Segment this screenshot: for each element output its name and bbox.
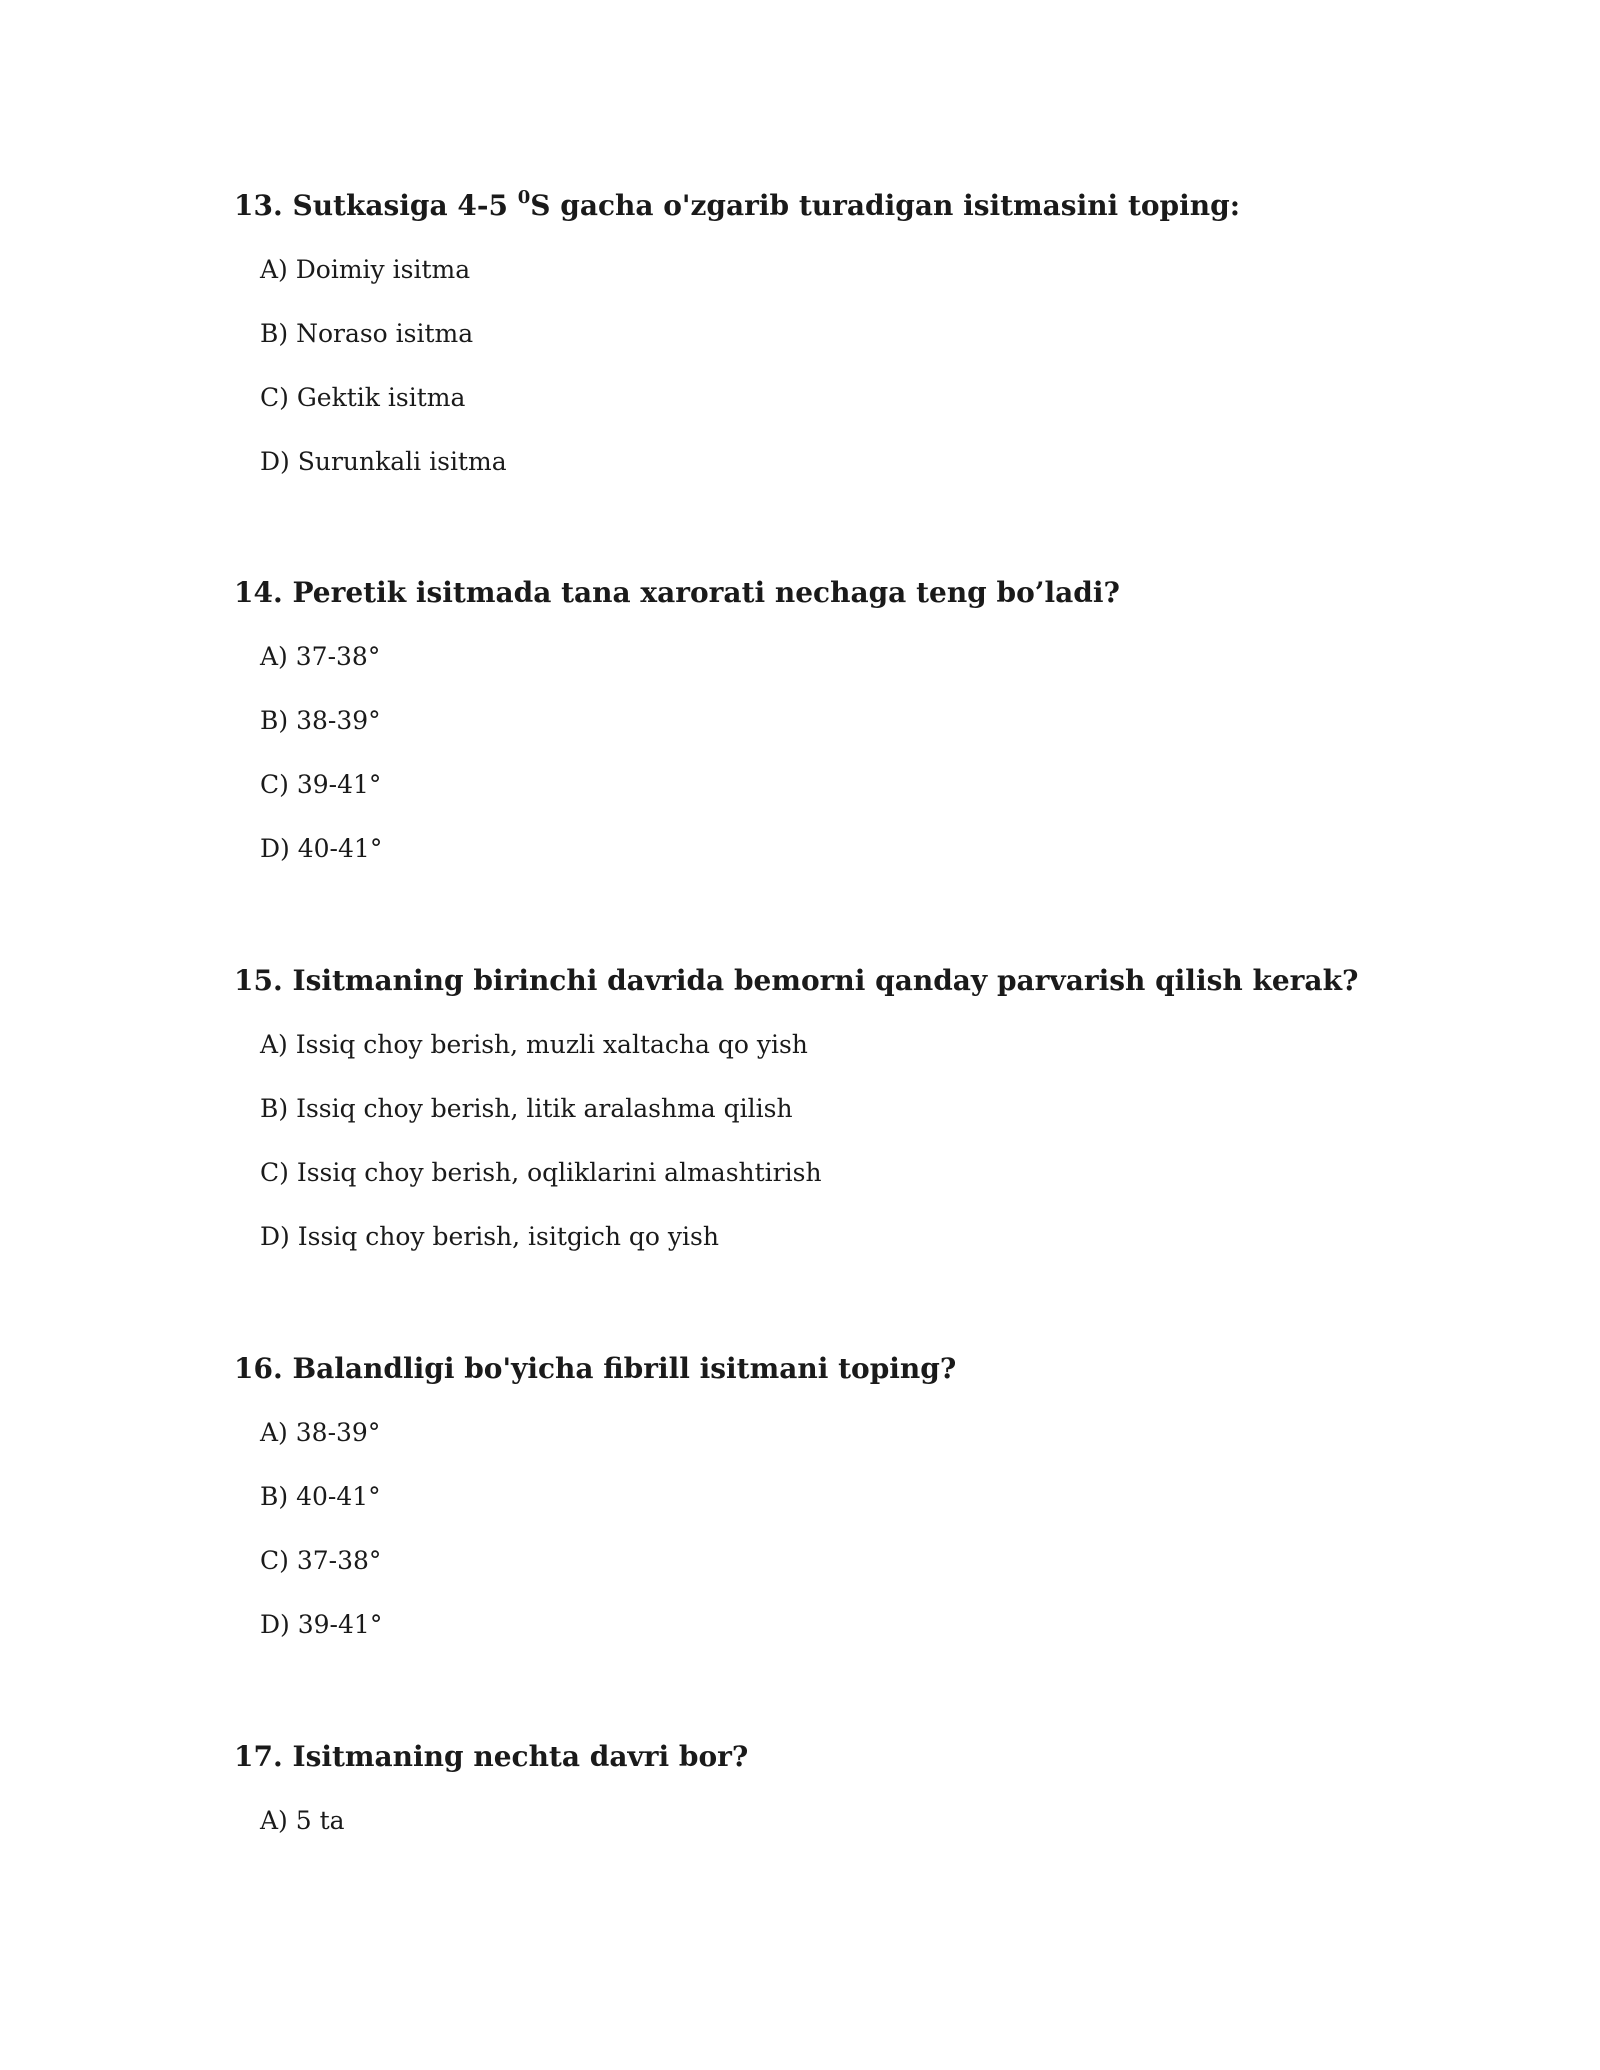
question-title bbox=[234, 574, 1434, 612]
question-number: 16. bbox=[234, 1352, 283, 1385]
question-text: Balandligi bo'yicha fibrill isitmani toping? bbox=[292, 1352, 957, 1385]
answer-options bbox=[234, 1804, 1434, 1838]
answer-option-b: B) 40-41° bbox=[260, 1482, 381, 1511]
question-title bbox=[234, 187, 1434, 225]
answer-option-c: C) 39-41° bbox=[260, 770, 382, 799]
question-text: Isitmaning birinchi davrida bemorni qanday parvarish qilish kerak? bbox=[292, 964, 1359, 997]
answer-option-a: A) 37-38° bbox=[260, 642, 381, 671]
question-17 bbox=[234, 1738, 1434, 1838]
answer-option-b: B) Issiq choy berish, litik aralashma qilish bbox=[260, 1094, 793, 1123]
answer-option-c: C) 37-38° bbox=[260, 1546, 382, 1575]
answer-option-c: C) Issiq choy berish, oqliklarini almashtirish bbox=[260, 1158, 822, 1187]
answer-option-a: A) Issiq choy berish, muzli xaltacha qo yish bbox=[260, 1030, 808, 1059]
question-text-end: S gacha o'zgarib turadigan isitmasini toping: bbox=[530, 189, 1241, 222]
answer-options bbox=[234, 253, 1434, 479]
question-number: 14. bbox=[234, 576, 283, 609]
question-number: 17. bbox=[234, 1740, 283, 1773]
answer-option-d: D) 39-41° bbox=[260, 1610, 383, 1639]
answer-option-d: D) Surunkali isitma bbox=[260, 447, 507, 476]
question-number: 15. bbox=[234, 964, 283, 997]
question-title bbox=[234, 1738, 1434, 1776]
answer-option-d: D) Issiq choy berish, isitgich qo yish bbox=[260, 1222, 719, 1251]
question-13 bbox=[234, 187, 1434, 479]
question-text-start: Sutkasiga 4-5 bbox=[292, 189, 518, 222]
degree-superscript: 0 bbox=[517, 187, 531, 208]
answer-option-a: A) 5 ta bbox=[260, 1806, 345, 1835]
answer-options bbox=[234, 1416, 1434, 1642]
answer-options bbox=[234, 1028, 1434, 1254]
answer-option-b: B) Noraso isitma bbox=[260, 319, 474, 348]
answer-option-d: D) 40-41° bbox=[260, 834, 383, 863]
question-text: Isitmaning nechta davri bor? bbox=[292, 1740, 749, 1773]
question-text: Peretik isitmada tana xarorati nechaga teng bo’ladi? bbox=[292, 576, 1120, 609]
question-title bbox=[234, 962, 1434, 1000]
answer-option-a: A) Doimiy isitma bbox=[260, 255, 471, 284]
answer-option-a: A) 38-39° bbox=[260, 1418, 381, 1447]
question-16 bbox=[234, 1350, 1434, 1642]
answer-options bbox=[234, 640, 1434, 866]
answer-option-c: C) Gektik isitma bbox=[260, 383, 466, 412]
question-14 bbox=[234, 574, 1434, 866]
question-15 bbox=[234, 962, 1434, 1254]
question-number: 13. bbox=[234, 189, 283, 222]
question-title bbox=[234, 1350, 1434, 1388]
answer-option-b: B) 38-39° bbox=[260, 706, 381, 735]
